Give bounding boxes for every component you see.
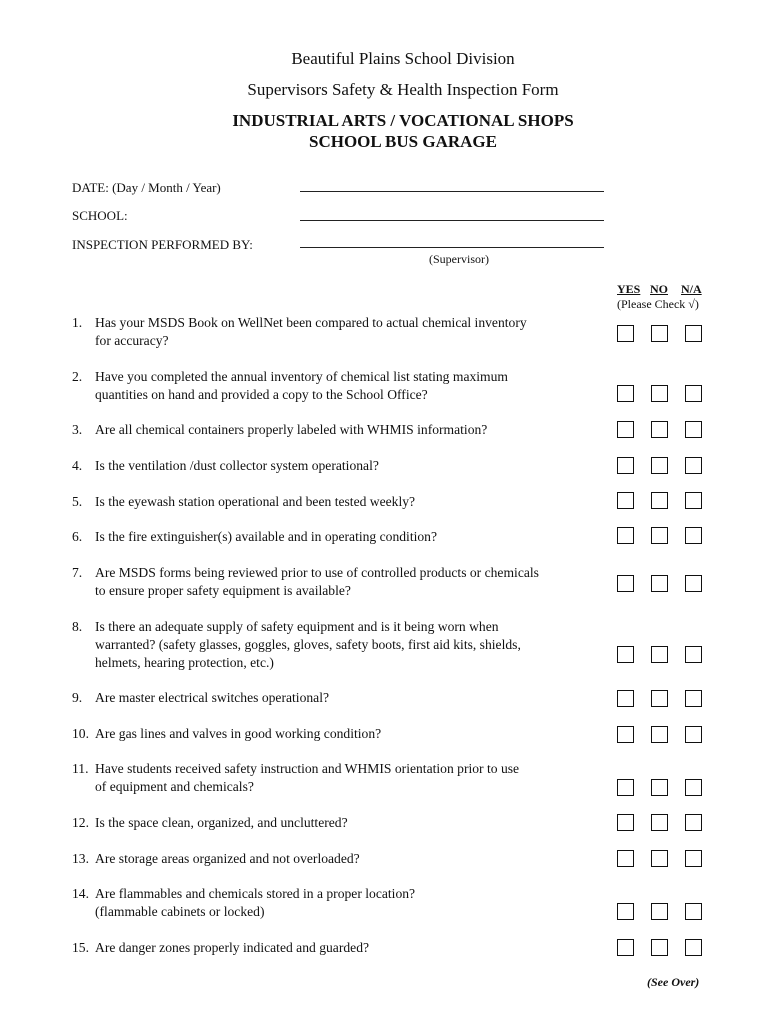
question-text [95,618,602,672]
question-line: Is the space clean, organized, and uncluttered? [95,815,348,830]
no-checkbox[interactable] [651,421,668,438]
school-field[interactable] [300,220,604,221]
question-number: 9. [72,690,83,705]
question-text [95,689,602,707]
no-checkbox[interactable] [651,575,668,592]
na-checkbox[interactable] [685,939,702,956]
question-line: Is there an adequate supply of safety equipment and is it being worn when [95,619,499,634]
question-line: Are flammables and chemicals stored in a proper location? [95,886,416,901]
check-instruction: (Please Check √) [617,297,699,311]
no-checkbox[interactable] [651,850,668,867]
question-line: Have you completed the annual inventory of chemical list stating maximum [95,369,508,384]
question-number: 13. [72,851,89,866]
section-heading-shops: INDUSTRIAL ARTS / VOCATIONAL SHOPS [232,111,574,130]
question-number: 1. [72,315,83,330]
question-text [95,885,602,921]
yes-checkbox[interactable] [617,850,634,867]
question-text [95,493,602,511]
question-item [72,850,602,868]
na-checkbox[interactable] [685,457,702,474]
question-line: Are all chemical containers properly labeled with WHMIS information? [95,422,488,437]
question-line: quantities on hand and provided a copy to the School Office? [95,387,428,402]
question-line: Is the fire extinguisher(s) available and in operating condition? [95,529,437,544]
no-checkbox[interactable] [651,939,668,956]
question-item [72,814,602,832]
na-checkbox[interactable] [685,646,702,663]
question-number: 4. [72,458,83,473]
question-line: Have students received safety instruction and WHMIS orientation prior to use [95,761,520,776]
question-text [95,814,602,832]
yes-checkbox[interactable] [617,575,634,592]
na-checkbox[interactable] [685,527,702,544]
na-checkbox[interactable] [685,421,702,438]
inspector-label: INSPECTION PERFORMED BY: [72,237,253,252]
yes-column-header: YES [617,282,641,296]
question-text [95,850,602,868]
question-number: 12. [72,815,89,830]
supervisor-note: (Supervisor) [429,252,489,266]
question-item [72,564,602,600]
question-item [72,457,602,475]
no-checkbox[interactable] [651,492,668,509]
question-item [72,493,602,511]
form-title: Supervisors Safety & Health Inspection Form [247,80,559,99]
yes-checkbox[interactable] [617,939,634,956]
na-checkbox[interactable] [685,850,702,867]
na-checkbox[interactable] [685,726,702,743]
school-label: SCHOOL: [72,208,128,223]
question-number: 10. [72,726,89,741]
na-checkbox[interactable] [685,814,702,831]
question-number: 3. [72,422,83,437]
date-label: DATE: (Day / Month / Year) [72,180,221,195]
question-number: 2. [72,369,83,384]
question-number: 15. [72,940,89,955]
no-checkbox[interactable] [651,779,668,796]
no-checkbox[interactable] [651,325,668,342]
question-text [95,564,602,600]
question-text [95,939,602,957]
question-line: for accuracy? [95,333,169,348]
question-item [72,760,602,796]
no-checkbox[interactable] [651,385,668,402]
question-number: 5. [72,494,83,509]
question-number: 6. [72,529,83,544]
question-text [95,314,602,350]
question-item [72,885,602,921]
yes-checkbox[interactable] [617,492,634,509]
question-line: warranted? (safety glasses, goggles, gloves, safety boots, first aid kits, shields, [95,637,521,652]
question-item [72,314,602,350]
question-line: Has your MSDS Book on WellNet been compared to actual chemical inventory [95,315,527,330]
yes-checkbox[interactable] [617,779,634,796]
question-text [95,457,602,475]
yes-checkbox[interactable] [617,527,634,544]
yes-checkbox[interactable] [617,421,634,438]
question-text [95,760,602,796]
yes-checkbox[interactable] [617,726,634,743]
no-checkbox[interactable] [651,457,668,474]
date-field[interactable] [300,191,604,192]
yes-checkbox[interactable] [617,814,634,831]
yes-checkbox[interactable] [617,690,634,707]
yes-checkbox[interactable] [617,646,634,663]
question-item [72,725,602,743]
na-checkbox[interactable] [685,779,702,796]
no-column-header: NO [650,282,668,296]
question-item [72,618,602,672]
question-number: 8. [72,619,83,634]
no-checkbox[interactable] [651,726,668,743]
inspector-field[interactable] [300,247,604,248]
division-title: Beautiful Plains School Division [291,49,515,68]
question-line: to ensure proper safety equipment is available? [95,583,351,598]
na-column-header: N/A [681,282,702,296]
question-item [72,421,602,439]
section-heading-garage: SCHOOL BUS GARAGE [309,132,497,151]
na-checkbox[interactable] [685,492,702,509]
na-checkbox[interactable] [685,903,702,920]
question-line: helmets, hearing protection, etc.) [95,655,274,670]
no-checkbox[interactable] [651,690,668,707]
question-text [95,421,602,439]
no-checkbox[interactable] [651,903,668,920]
yes-checkbox[interactable] [617,385,634,402]
question-line: Are gas lines and valves in good working condition? [95,726,382,741]
na-checkbox[interactable] [685,690,702,707]
question-line: Are master electrical switches operational? [95,690,330,705]
question-item [72,528,602,546]
question-text [95,368,602,404]
question-item [72,689,602,707]
question-line: Are storage areas organized and not overloaded? [95,851,360,866]
question-line: of equipment and chemicals? [95,779,254,794]
question-text [95,725,602,743]
no-checkbox[interactable] [651,646,668,663]
no-checkbox[interactable] [651,814,668,831]
yes-checkbox[interactable] [617,903,634,920]
question-number: 11. [72,761,89,776]
question-text [95,528,602,546]
na-checkbox[interactable] [685,385,702,402]
question-line: Is the ventilation /dust collector system operational? [95,458,379,473]
question-line: (flammable cabinets or locked) [95,904,265,919]
question-line: Are MSDS forms being reviewed prior to use of controlled products or chemicals [95,565,539,580]
question-item [72,368,602,404]
question-number: 14. [72,886,89,901]
na-checkbox[interactable] [685,575,702,592]
yes-checkbox[interactable] [617,325,634,342]
question-line: Are danger zones properly indicated and guarded? [95,940,370,955]
question-number: 7. [72,565,83,580]
yes-checkbox[interactable] [617,457,634,474]
no-checkbox[interactable] [651,527,668,544]
na-checkbox[interactable] [685,325,702,342]
question-item [72,939,602,957]
question-line: Is the eyewash station operational and been tested weekly? [95,494,416,509]
see-over-note: (See Over) [647,975,700,989]
